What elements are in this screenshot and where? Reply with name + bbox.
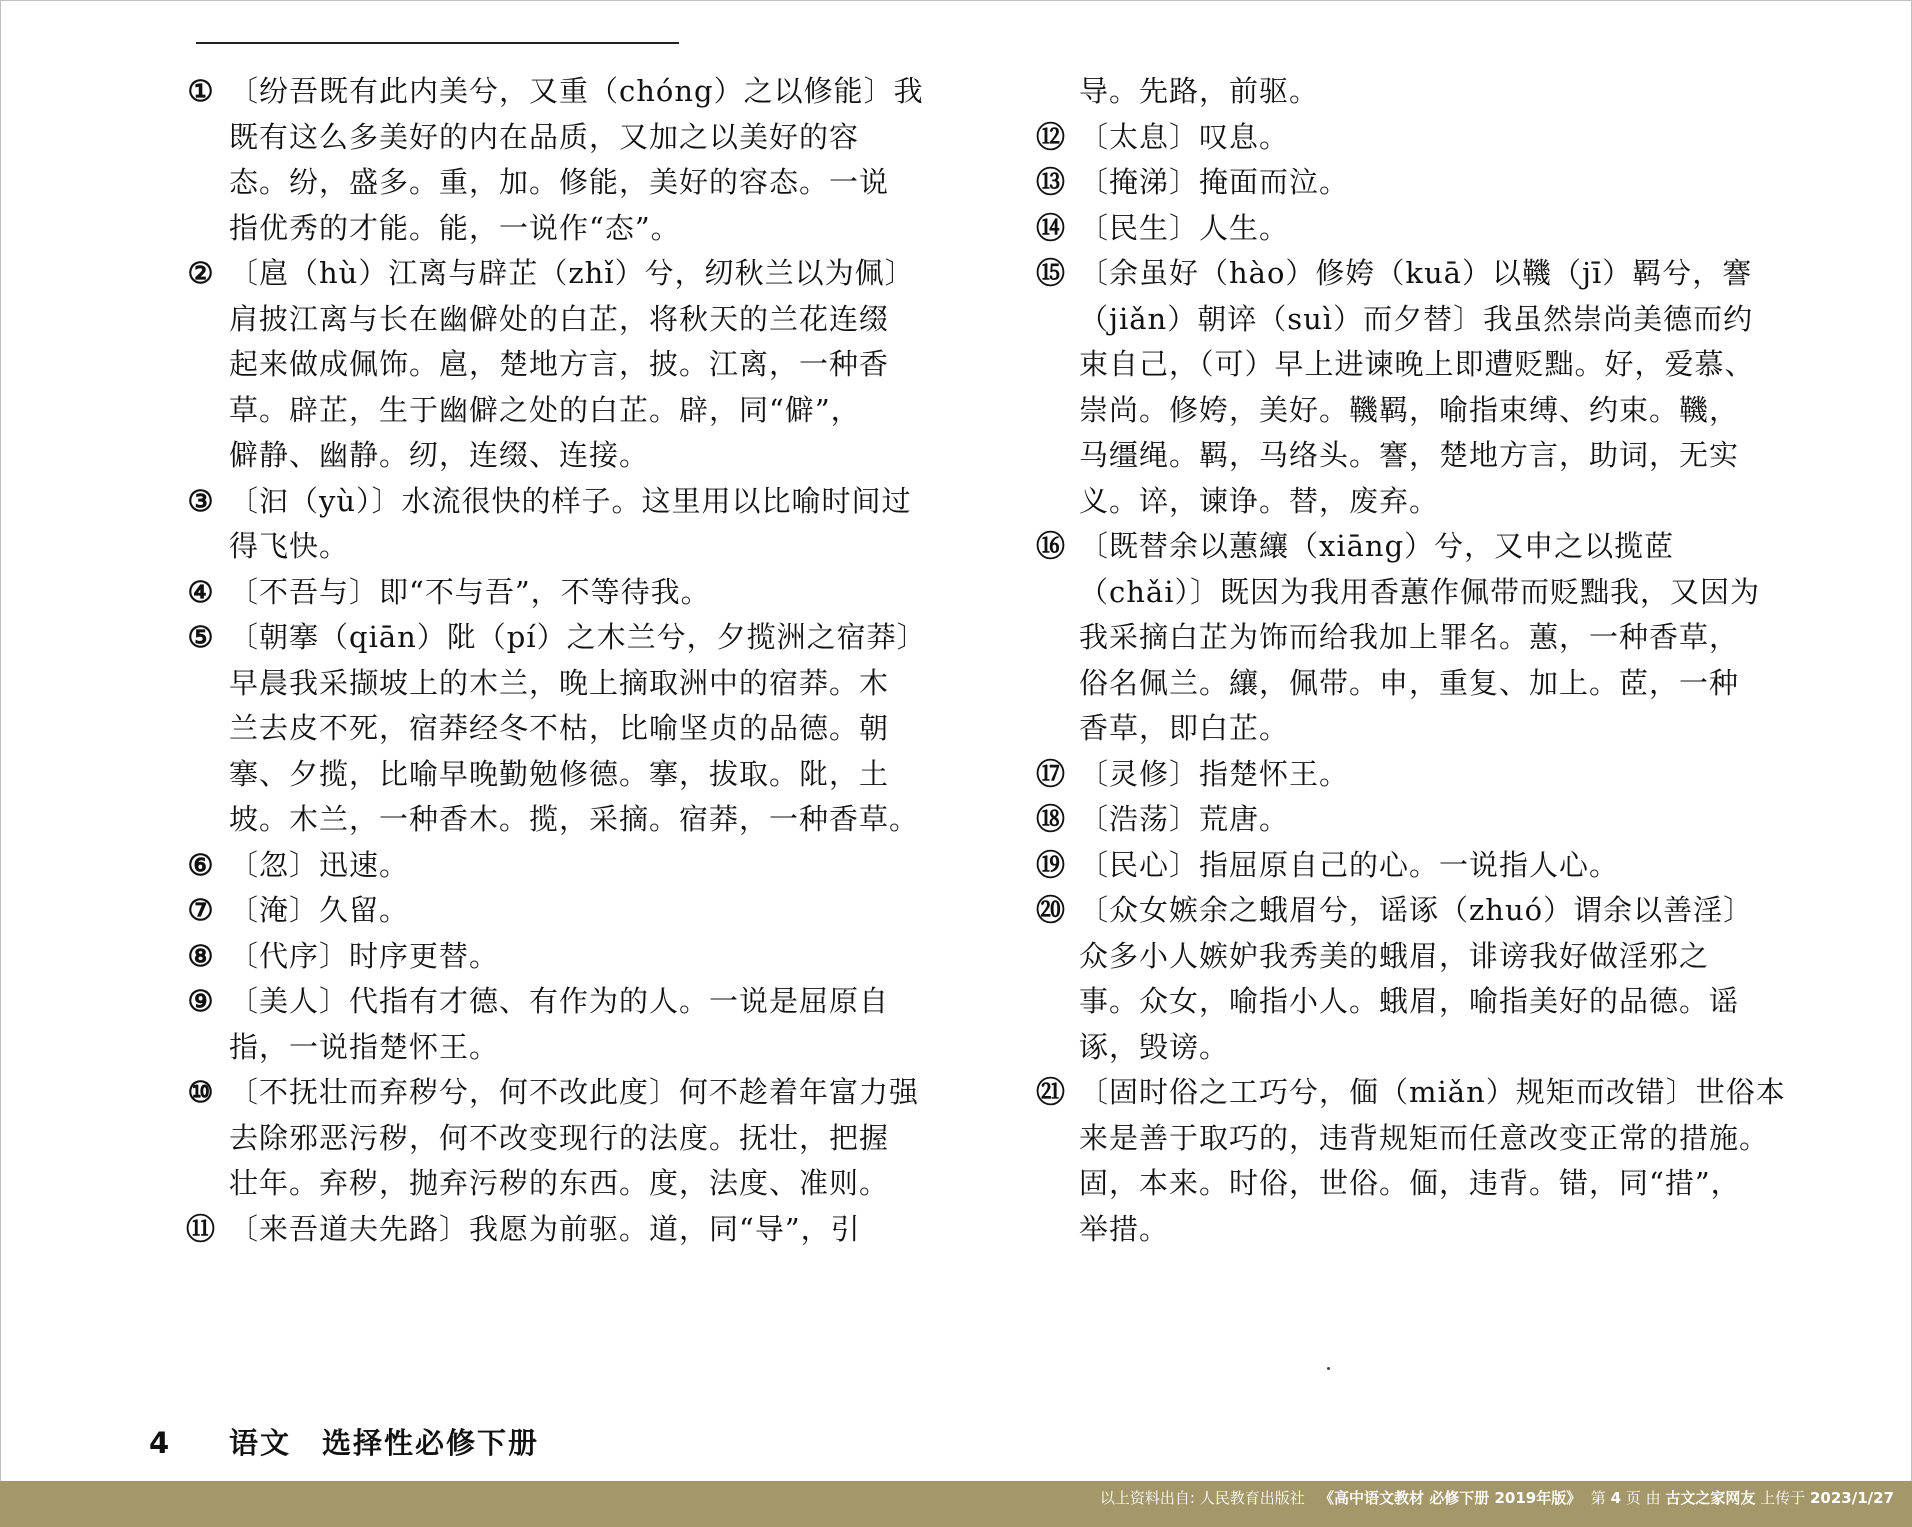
footnote	[187, 979, 890, 1070]
footnote-number: ⑪	[185, 1211, 216, 1246]
footnote-number: ⑭	[1035, 210, 1066, 245]
footnote-number: ⑦	[187, 893, 215, 927]
footnote	[1035, 843, 1620, 889]
footnote-number: ⑧	[187, 938, 215, 973]
footnote-number: ⑲	[1035, 847, 1066, 882]
footnote	[1035, 888, 1754, 1070]
footnote	[1035, 251, 1755, 524]
footnote-line: 来是善于取巧的，违背规矩而任意改变正常的措施。	[1079, 1120, 1770, 1155]
footnote	[187, 843, 410, 889]
footnote-number: ④	[187, 574, 215, 609]
footnote	[187, 1070, 920, 1207]
footnote-line: 坡。木兰，一种香木。揽，采摘。宿莽，一种香草。	[229, 802, 920, 836]
footnote-number: ⑱	[1035, 802, 1066, 836]
book-title: 语文 选择性必修下册	[229, 1426, 540, 1460]
footnote-line: 崇尚。修姱，美好。鞿羁，喻指束缚、约束。鞿，	[1079, 392, 1740, 427]
top-rule	[196, 42, 679, 44]
source-prefix: 以上资料出自:	[1099, 1489, 1195, 1507]
footnote-line: 〔汩（yù）〕水流很快的样子。这里用以比喻时间过	[229, 483, 912, 518]
footnote	[1035, 797, 1290, 843]
source-book: 《高中语文教材 必修下册 2019年版》	[1319, 1489, 1582, 1507]
footnote-line: 〔来吾道夫先路〕我愿为前驱。道，同“导”，引	[229, 1211, 861, 1246]
footnote-line: 〔固时俗之工巧兮，偭（miǎn）规矩而改错〕世俗本	[1079, 1075, 1786, 1109]
footnote-line: 众多小人嫉妒我秀美的蛾眉，诽谤我好做淫邪之	[1079, 938, 1710, 973]
footnote-line: 〔美人〕代指有才德、有作为的人。一说是屈原自	[229, 984, 890, 1018]
footnote-line: 搴、夕揽，比喻早晚勤勉修德。搴，拔取。阰，土	[229, 756, 890, 791]
footnote-number: ⑰	[1035, 756, 1066, 791]
source-uploader: 古文之家网友	[1665, 1489, 1756, 1507]
footnote-line: 既有这么多美好的内在品质，又加之以美好的容	[229, 119, 860, 154]
page-footer	[149, 1421, 539, 1462]
footnote-line: 〔朝搴（qiān）阰（pí）之木兰兮，夕揽洲之宿莽〕	[229, 620, 927, 654]
footnote-line: 举措。	[1079, 1211, 1170, 1246]
footnote-number: ⑳	[1035, 893, 1066, 927]
footnote-number: ①	[187, 74, 215, 108]
footnote-line: 〔太息〕叹息。	[1079, 119, 1290, 154]
footnote-number: ⑯	[1035, 529, 1066, 563]
source-upload-label: 上传于	[1760, 1489, 1806, 1507]
footnote	[1079, 69, 1319, 115]
source-text	[1100, 1487, 1894, 1508]
footnote-line: 指，一说指楚怀王。	[229, 1029, 500, 1064]
footnote-line: 束自己，（可）早上进谏晚上即遭贬黜。好，爱慕、	[1079, 347, 1755, 381]
footnote-number: ㉑	[1035, 1075, 1066, 1109]
source-publisher: 人民教育出版社	[1199, 1489, 1305, 1507]
footnote-line: 草。辟芷，生于幽僻之处的白芷。辟，同“僻”，	[229, 392, 861, 427]
footnote-line: 〔扈（hù）江离与辟芷（zhǐ）兮，纫秋兰以为佩〕	[229, 256, 915, 290]
footnote	[1035, 160, 1350, 206]
footnote-line: （jiǎn）朝谇（suì）而夕替〕我虽然崇尚美德而约	[1079, 301, 1754, 336]
footnote	[187, 570, 711, 616]
footnote-line: 俗名佩兰。纕，佩带。申，重复、加上。茝，一种	[1079, 665, 1740, 700]
page-number: 4	[149, 1426, 170, 1460]
footnote-line: 〔余虽好（hào）修姱（kuā）以鞿（jī）羁兮，謇	[1079, 256, 1753, 290]
footnote-number: ②	[187, 256, 215, 290]
footnote-line: 〔不抚壮而弃秽兮，何不改此度〕何不趁着年富力强	[229, 1075, 920, 1109]
footnote	[1035, 1070, 1786, 1252]
footnote-number: ⑫	[1035, 119, 1066, 154]
footnote-line: 〔掩涕〕掩面而泣。	[1079, 165, 1350, 199]
footnote	[1035, 752, 1350, 798]
footnote-line: （chǎi）〕既因为我用香蕙作佩带而贬黜我，又因为	[1079, 574, 1760, 609]
footnote-line: 〔既替余以蕙纕（xiāng）兮，又申之以揽茝	[1079, 529, 1675, 563]
source-page-post: 页 由	[1625, 1489, 1661, 1507]
footnote-line: 诼，毁谤。	[1079, 1029, 1230, 1064]
footnote-line: 〔淹〕久留。	[229, 893, 410, 927]
footnote	[187, 479, 912, 570]
footnote-line: 马缰绳。羁，马络头。謇，楚地方言，助词，无实	[1079, 438, 1740, 472]
footnote-number: ⑩	[187, 1075, 215, 1109]
footnote-line: 〔灵修〕指楚怀王。	[1079, 756, 1350, 791]
footnote-line: 早晨我采撷坡上的木兰，晚上摘取洲中的宿莽。木	[229, 665, 890, 700]
footnote	[1035, 115, 1290, 161]
footnote-number: ③	[187, 483, 215, 518]
footnote-line: 〔纷吾既有此内美兮，又重（chóng）之以修能〕我	[229, 74, 924, 108]
footnote	[187, 888, 410, 934]
footnote	[187, 69, 924, 251]
footnote-line: 我采摘白芷为饰而给我加上罪名。蕙，一种香草，	[1079, 620, 1740, 654]
footnote-line: 兰去皮不死，宿莽经冬不枯，比喻坚贞的品德。朝	[229, 711, 890, 745]
footnote	[187, 934, 500, 980]
footnote-number: ⑤	[187, 620, 215, 654]
footnote-line: 肩披江离与长在幽僻处的白芷，将秋天的兰花连缀	[229, 301, 890, 336]
footnote-number: ⑥	[187, 847, 215, 882]
scan-speck	[1327, 1367, 1330, 1370]
footnote	[1035, 206, 1290, 252]
footnote-line: 事。众女，喻指小人。蛾眉，喻指美好的品德。谣	[1079, 984, 1740, 1018]
footnote-line: 义。谇，谏诤。替，废弃。	[1079, 483, 1440, 518]
footnote-number: ⑮	[1035, 256, 1066, 290]
footnote-line: 〔代序〕时序更替。	[229, 938, 500, 973]
footnote-number: ⑬	[1035, 165, 1066, 199]
footnote-line: 导。先路，前驱。	[1079, 74, 1320, 108]
footnote-line: 指优秀的才能。能，一说作“态”。	[229, 210, 681, 245]
footnote-number: ⑨	[187, 984, 215, 1018]
footnote-line: 〔众女嫉余之蛾眉兮，谣诼（zhuó）谓余以善淫〕	[1079, 893, 1754, 927]
footnote-line: 得飞快。	[229, 529, 350, 563]
source-page: 4	[1610, 1489, 1622, 1507]
footnote-line: 〔忽〕迅速。	[229, 847, 410, 882]
footnote-line: 僻静、幽静。纫，连缀、连接。	[229, 438, 650, 472]
footnote-line: 起来做成佩饰。扈，楚地方言，披。江离，一种香	[229, 347, 890, 381]
footnote-line: 〔民心〕指屈原自己的心。一说指人心。	[1079, 847, 1620, 882]
footnote-line: 固，本来。时俗，世俗。偭，违背。错，同“措”，	[1079, 1166, 1741, 1200]
footnote-line: 态。纷，盛多。重，加。修能，美好的容态。一说	[229, 165, 890, 199]
footnote	[185, 1207, 861, 1253]
footnote-line: 〔不吾与〕即“不与吾”，不等待我。	[229, 574, 711, 609]
footnote	[187, 615, 927, 843]
footnote-line: 〔浩荡〕荒唐。	[1079, 802, 1290, 836]
source-date: 2023/1/27	[1809, 1489, 1894, 1507]
source-attribution-bar	[0, 1481, 1912, 1527]
footnote-line: 香草，即白芷。	[1079, 711, 1290, 745]
source-page-pre: 第	[1590, 1489, 1606, 1507]
footnote-line: 去除邪恶污秽，何不改变现行的法度。抚壮，把握	[229, 1120, 890, 1155]
footnote-line: 〔民生〕人生。	[1079, 210, 1290, 245]
footnote	[187, 251, 915, 479]
footnote	[1035, 524, 1760, 752]
footnote-line: 壮年。弃秽，抛弃污秽的东西。度，法度、准则。	[229, 1166, 890, 1200]
